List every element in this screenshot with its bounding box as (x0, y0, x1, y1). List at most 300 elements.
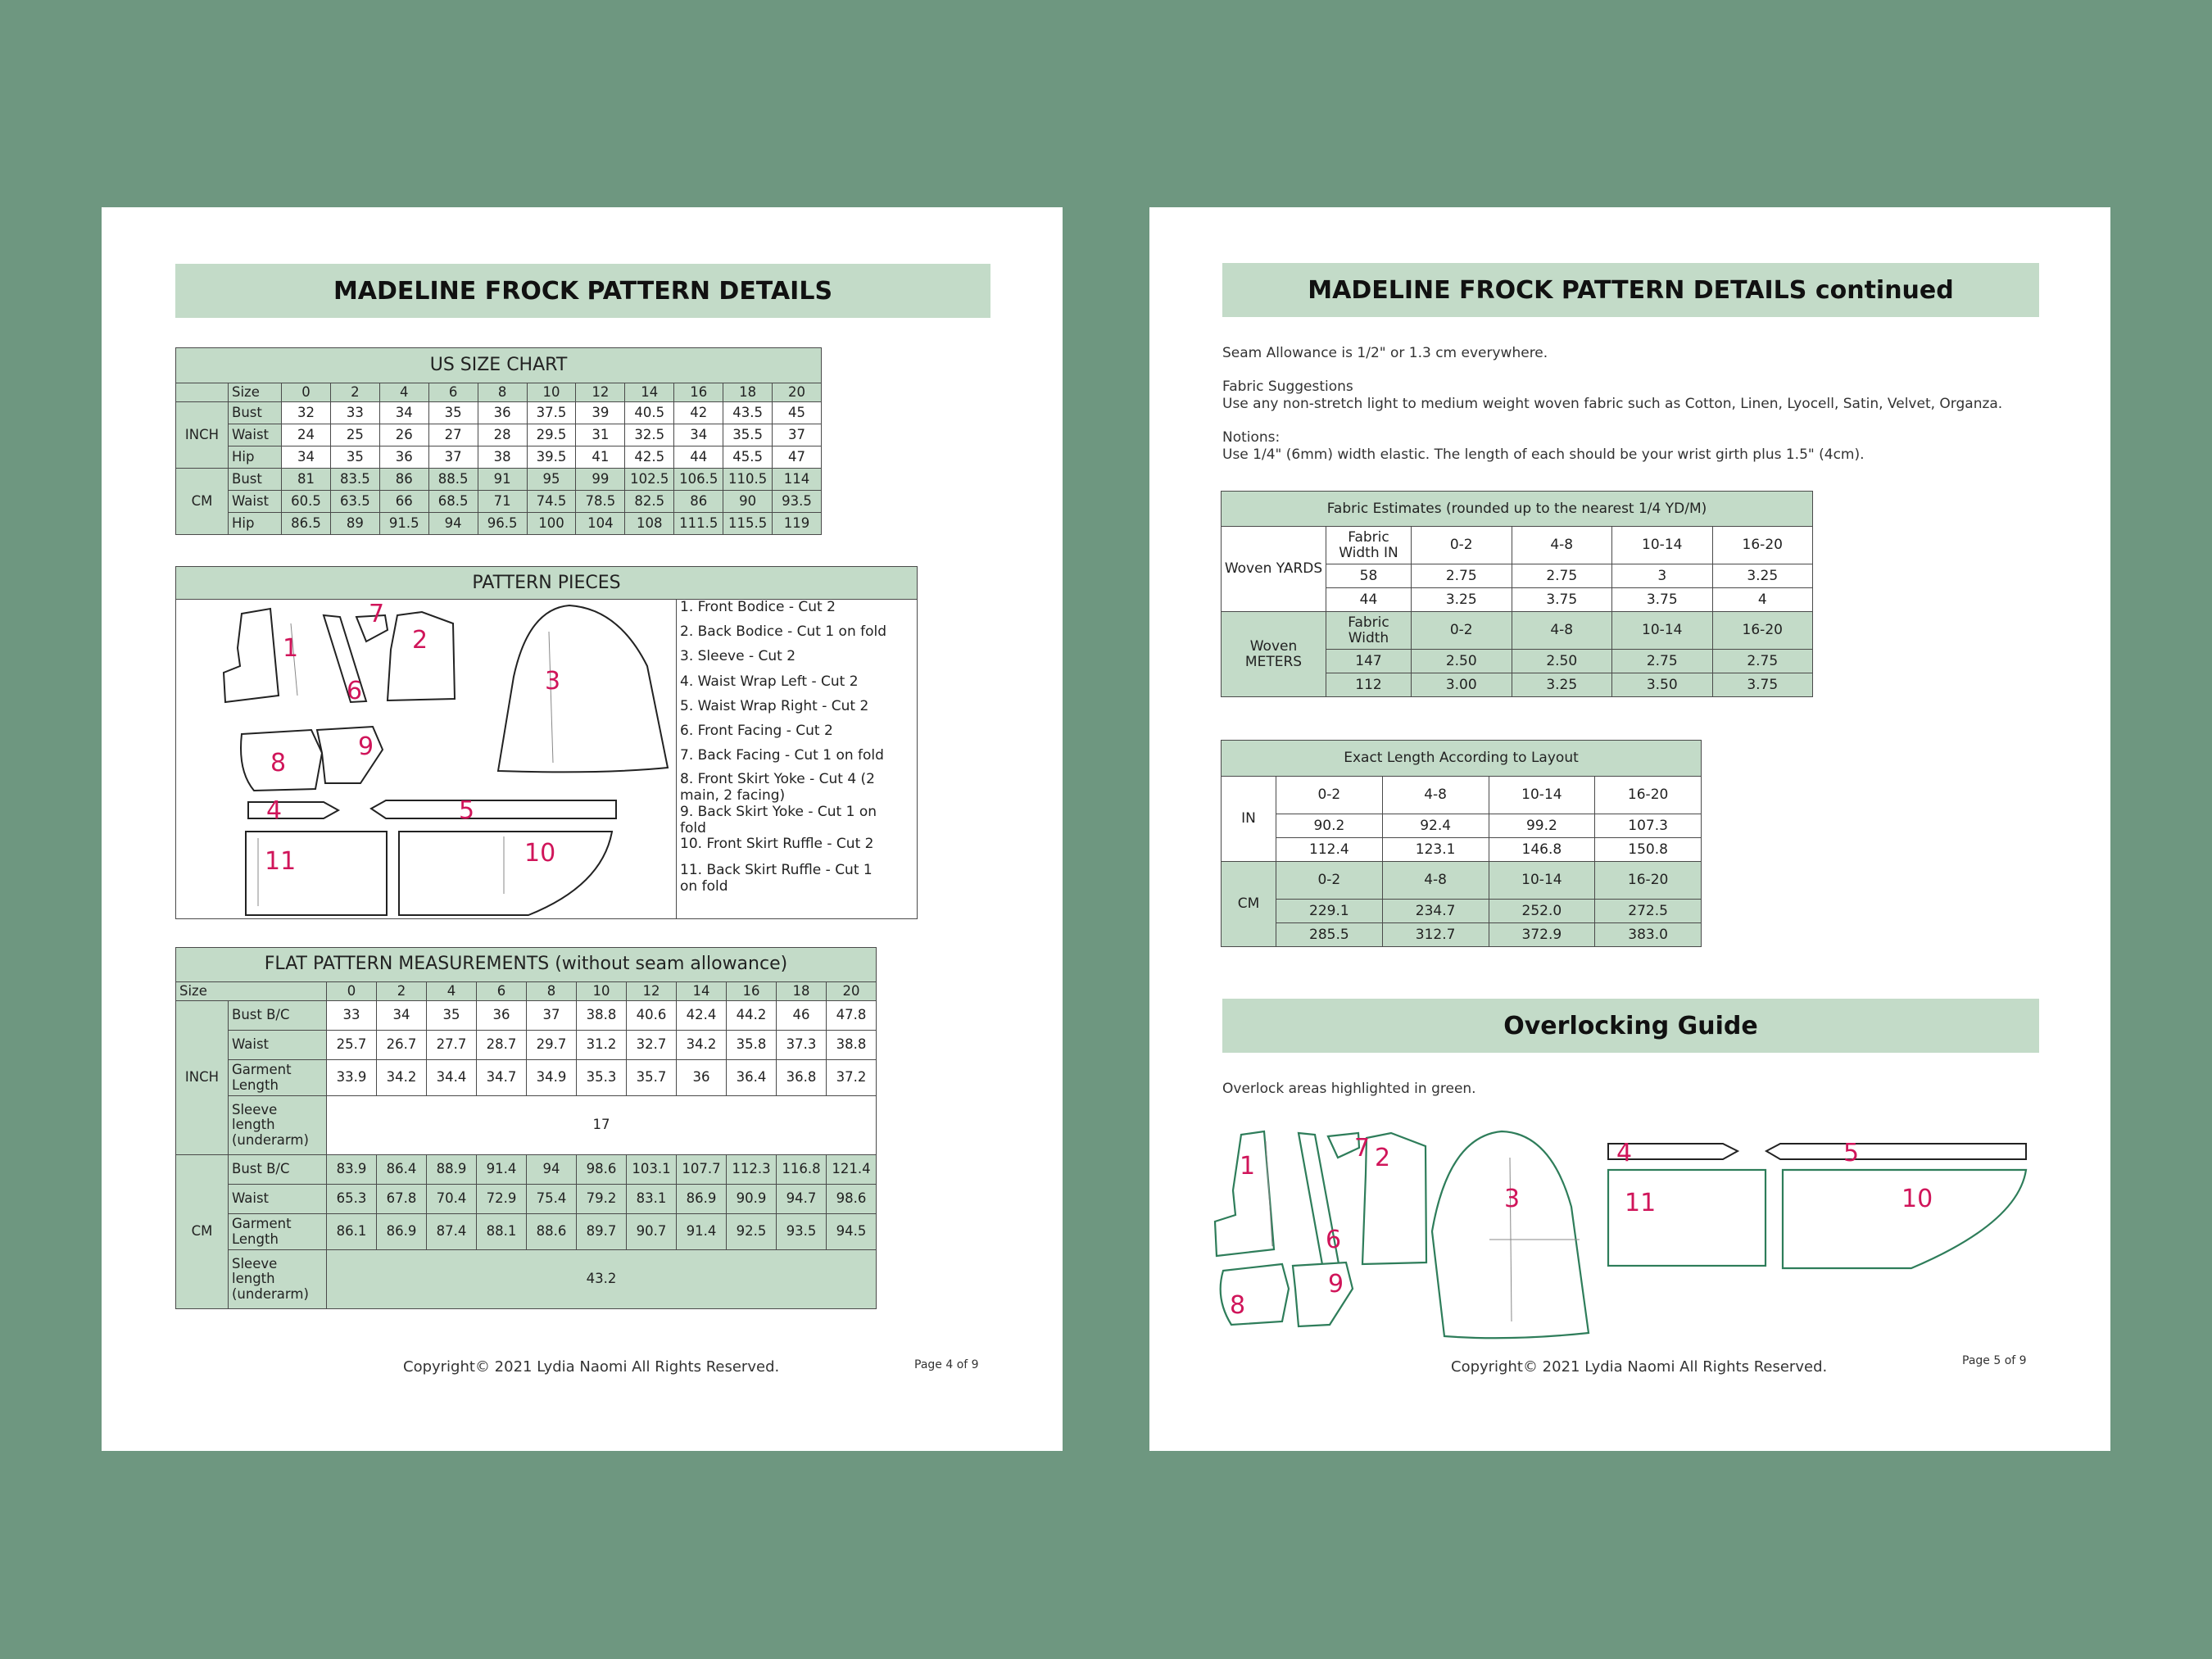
size-value-cell: 44 (674, 446, 723, 469)
flat-value-cell: 75.4 (527, 1185, 577, 1214)
svg-text:4: 4 (1616, 1139, 1633, 1167)
size-value-cell: 100 (527, 513, 576, 535)
flat-value-cell: 90.9 (727, 1185, 777, 1214)
fabric-size-header: 0-2 (1412, 527, 1512, 564)
length-value-cell: 90.2 (1276, 814, 1383, 838)
size-value-cell: 114 (773, 469, 822, 491)
size-value-cell: 104 (576, 513, 625, 535)
pattern-piece-item: 7. Back Facing - Cut 1 on fold (680, 747, 884, 764)
fabric-estimates-title: Fabric Estimates (rounded up to the nearest 1/4 YD/M) (1222, 492, 1813, 527)
length-value-cell: 383.0 (1595, 923, 1702, 947)
length-value-cell: 234.7 (1382, 900, 1489, 923)
notions-text: Use 1/4" (6mm) width elastic. The length of each should be your wrist girth plus 1.5" (4cm). (1222, 446, 1865, 463)
size-value-cell: 38 (478, 446, 527, 469)
size-value-cell: 91.5 (379, 513, 428, 535)
fabric-header-row (1222, 527, 1813, 564)
size-value-cell: 47 (773, 446, 822, 469)
flat-value-cell: 94.7 (777, 1185, 827, 1214)
size-header-cell: 4 (379, 383, 428, 402)
flat-value-cell: 67.8 (377, 1185, 427, 1214)
piece-number-8: 8 (270, 749, 287, 777)
fabric-width-value: 112 (1326, 673, 1412, 697)
flat-value-cell: 36.4 (727, 1060, 777, 1096)
size-value-cell: 94 (428, 513, 478, 535)
size-value-cell: 34 (282, 446, 331, 469)
size-value-cell: 74.5 (527, 491, 576, 513)
length-row (1222, 900, 1702, 923)
pattern-pieces-list (680, 599, 913, 918)
size-header-row (176, 383, 822, 402)
piece-number-3: 3 (545, 667, 561, 696)
size-header-cell: 8 (527, 982, 577, 1001)
overlock-diagram (1207, 1125, 2092, 1354)
size-value-cell: 33 (330, 402, 379, 424)
flat-value-cell: 121.4 (827, 1155, 877, 1185)
size-value-cell: 90 (723, 491, 773, 513)
flat-value-cell: 107.7 (677, 1155, 727, 1185)
size-value-cell: 42 (674, 402, 723, 424)
measure-label: Bust B/C (229, 1155, 327, 1185)
size-header-cell: 2 (377, 982, 427, 1001)
flat-value-cell: 31.2 (577, 1031, 627, 1060)
flat-value-cell: 26.7 (377, 1031, 427, 1060)
piece-number-1: 1 (283, 634, 299, 663)
pattern-piece-item: 5. Waist Wrap Right - Cut 2 (680, 698, 869, 714)
size-value-cell: 60.5 (282, 491, 331, 513)
size-header-cell: 4 (427, 982, 477, 1001)
pattern-piece-item: 8. Front Skirt Yoke - Cut 4 (2 main, 2 facing) (680, 771, 875, 804)
length-value-cell: 150.8 (1595, 838, 1702, 862)
piece-number-2: 2 (412, 626, 428, 655)
measure-label: Bust B/C (229, 1001, 327, 1031)
size-value-cell: 24 (282, 424, 331, 446)
flat-value-cell: 98.6 (577, 1155, 627, 1185)
size-header-cell: 10 (577, 982, 627, 1001)
size-value-cell: 36 (478, 402, 527, 424)
flat-value-cell: 36 (677, 1060, 727, 1096)
fabric-size-header: 10-14 (1612, 612, 1713, 650)
flat-value-cell: 27.7 (427, 1031, 477, 1060)
size-value-cell: 34 (379, 402, 428, 424)
measure-label: Waist (229, 424, 282, 446)
page-5 (1149, 207, 2110, 1451)
flat-value-cell: 86.4 (377, 1155, 427, 1185)
fabric-size-header: 10-14 (1612, 527, 1713, 564)
fabric-suggestions-text: Use any non-stretch light to medium weight woven fabric such as Cotton, Linen, Lyocell, Satin, Velvet, Organza. (1222, 396, 2003, 412)
size-row (176, 491, 822, 513)
size-value-cell: 68.5 (428, 491, 478, 513)
flat-value-cell: 36.8 (777, 1060, 827, 1096)
unit-label: INCH (176, 1001, 229, 1155)
piece-number-7: 7 (369, 600, 385, 628)
svg-text:1: 1 (1240, 1152, 1256, 1181)
flat-value-cell: 88.6 (527, 1214, 577, 1250)
flat-value-cell: 90.7 (627, 1214, 677, 1250)
overlock-note: Overlock areas highlighted in green. (1222, 1081, 1476, 1097)
page-number: Page 5 of 9 (1962, 1354, 2027, 1367)
flat-value-cell: 29.7 (527, 1031, 577, 1060)
flat-value-cell: 103.1 (627, 1155, 677, 1185)
flat-value-cell: 42.4 (677, 1001, 727, 1031)
svg-text:9: 9 (1328, 1270, 1344, 1299)
flat-value-cell: 72.9 (477, 1185, 527, 1214)
fabric-width-label: Fabric Width IN (1326, 527, 1412, 564)
size-value-cell: 32 (282, 402, 331, 424)
flat-value-cell: 37.3 (777, 1031, 827, 1060)
page-title: MADELINE FROCK PATTERN DETAILS continued (1222, 263, 2039, 317)
piece-number-10: 10 (524, 839, 556, 868)
size-value-cell: 37 (773, 424, 822, 446)
size-value-cell: 36 (379, 446, 428, 469)
fabric-group-label: Woven YARDS (1222, 527, 1326, 612)
flat-value-cell: 79.2 (577, 1185, 627, 1214)
size-header-cell: 18 (723, 383, 773, 402)
flat-value-cell: 36 (477, 1001, 527, 1031)
pattern-pieces-title: PATTERN PIECES (176, 567, 917, 600)
fabric-value-cell: 2.75 (1712, 650, 1813, 673)
size-value-cell: 37.5 (527, 402, 576, 424)
size-value-cell: 35 (428, 402, 478, 424)
flat-value-cell: 94.5 (827, 1214, 877, 1250)
flat-value-cell: 112.3 (727, 1155, 777, 1185)
size-value-cell: 86 (379, 469, 428, 491)
flat-value-cell: 92.5 (727, 1214, 777, 1250)
fabric-header-row (1222, 612, 1813, 650)
fabric-estimates-table (1221, 491, 1813, 697)
flat-value-cell: 87.4 (427, 1214, 477, 1250)
fabric-width-value: 147 (1326, 650, 1412, 673)
size-row (176, 424, 822, 446)
flat-value-cell: 35 (427, 1001, 477, 1031)
flat-header-row (176, 982, 877, 1001)
fabric-value-cell: 3 (1612, 564, 1713, 588)
sleeve-row (176, 1250, 877, 1309)
piece-number-6: 6 (347, 677, 363, 705)
size-header-cell: 16 (727, 982, 777, 1001)
svg-text:7: 7 (1354, 1134, 1371, 1163)
fabric-value-cell: 3.75 (1512, 588, 1612, 612)
size-row (176, 513, 822, 535)
length-value-cell: 312.7 (1382, 923, 1489, 947)
flat-value-cell: 91.4 (477, 1155, 527, 1185)
size-value-cell: 119 (773, 513, 822, 535)
size-value-cell: 96.5 (478, 513, 527, 535)
length-header-row (1222, 777, 1702, 814)
size-header-cell: 6 (477, 982, 527, 1001)
fabric-width-value: 44 (1326, 588, 1412, 612)
flat-value-cell: 40.6 (627, 1001, 677, 1031)
flat-value-cell: 35.8 (727, 1031, 777, 1060)
flat-measurements-title: FLAT PATTERN MEASUREMENTS (without seam allowance) (176, 948, 877, 982)
size-value-cell: 39 (576, 402, 625, 424)
fabric-value-cell: 2.50 (1412, 650, 1512, 673)
flat-value-cell: 86.1 (327, 1214, 377, 1250)
size-row (176, 446, 822, 469)
flat-value-cell: 93.5 (777, 1214, 827, 1250)
flat-value-cell: 46 (777, 1001, 827, 1031)
size-header-cell: 12 (576, 383, 625, 402)
svg-text:3: 3 (1504, 1185, 1521, 1213)
size-header-cell: 10 (527, 383, 576, 402)
length-value-cell: 372.9 (1489, 923, 1595, 947)
overlocking-guide-title: Overlocking Guide (1222, 999, 2039, 1053)
flat-row (176, 1214, 877, 1250)
pattern-piece-item: 10. Front Skirt Ruffle - Cut 2 (680, 836, 874, 852)
flat-value-cell: 83.1 (627, 1185, 677, 1214)
fabric-value-cell: 3.00 (1412, 673, 1512, 697)
length-value-cell: 285.5 (1276, 923, 1383, 947)
piece-number-4: 4 (266, 796, 283, 825)
size-value-cell: 42.5 (625, 446, 674, 469)
size-value-cell: 43.5 (723, 402, 773, 424)
size-header-cell: 20 (827, 982, 877, 1001)
length-size-header: 10-14 (1489, 777, 1595, 814)
size-value-cell: 26 (379, 424, 428, 446)
flat-value-cell: 33 (327, 1001, 377, 1031)
size-value-cell: 25 (330, 424, 379, 446)
fabric-value-cell: 3.25 (1412, 588, 1512, 612)
sleeve-label: Sleeve length (underarm) (229, 1096, 327, 1155)
size-value-cell: 35.5 (723, 424, 773, 446)
flat-row (176, 1185, 877, 1214)
length-value-cell: 272.5 (1595, 900, 1702, 923)
size-value-cell: 110.5 (723, 469, 773, 491)
flat-row (176, 1155, 877, 1185)
length-value-cell: 107.3 (1595, 814, 1702, 838)
svg-text:11: 11 (1625, 1189, 1657, 1217)
flat-value-cell: 70.4 (427, 1185, 477, 1214)
divider (676, 599, 677, 918)
size-value-cell: 66 (379, 491, 428, 513)
size-header-cell: 2 (330, 383, 379, 402)
size-value-cell: 71 (478, 491, 527, 513)
sleeve-value: 17 (327, 1096, 877, 1155)
flat-value-cell: 34.2 (677, 1031, 727, 1060)
flat-value-cell: 25.7 (327, 1031, 377, 1060)
length-size-header: 16-20 (1595, 862, 1702, 900)
size-row (176, 469, 822, 491)
pattern-piece-item: 3. Sleeve - Cut 2 (680, 648, 796, 664)
pattern-piece-item: 9. Back Skirt Yoke - Cut 1 on fold (680, 804, 877, 836)
size-row (176, 402, 822, 424)
pattern-pieces-box (175, 566, 918, 919)
flat-value-cell: 38.8 (827, 1031, 877, 1060)
unit-label: INCH (176, 402, 229, 469)
flat-value-cell: 44.2 (727, 1001, 777, 1031)
flat-row (176, 1031, 877, 1060)
size-value-cell: 86 (674, 491, 723, 513)
size-value-cell: 89 (330, 513, 379, 535)
exact-length-title: Exact Length According to Layout (1222, 741, 1702, 777)
fabric-suggestions-heading: Fabric Suggestions (1222, 378, 1353, 395)
size-header-cell: 12 (627, 982, 677, 1001)
size-header-cell: 0 (327, 982, 377, 1001)
length-size-header: 16-20 (1595, 777, 1702, 814)
length-value-cell: 146.8 (1489, 838, 1595, 862)
size-value-cell: 29.5 (527, 424, 576, 446)
svg-text:10: 10 (1902, 1185, 1933, 1213)
sleeve-row (176, 1096, 877, 1155)
size-header-cell: 16 (674, 383, 723, 402)
piece-number-11: 11 (265, 847, 297, 876)
length-value-cell: 92.4 (1382, 814, 1489, 838)
size-chart-table (175, 347, 822, 535)
size-value-cell: 45 (773, 402, 822, 424)
size-value-cell: 83.5 (330, 469, 379, 491)
size-value-cell: 63.5 (330, 491, 379, 513)
flat-value-cell: 47.8 (827, 1001, 877, 1031)
flat-value-cell: 35.3 (577, 1060, 627, 1096)
exact-length-table (1221, 740, 1702, 947)
measure-label: Hip (229, 513, 282, 535)
length-value-cell: 229.1 (1276, 900, 1383, 923)
size-value-cell: 102.5 (625, 469, 674, 491)
size-label: Size (176, 982, 327, 1001)
sleeve-value: 43.2 (327, 1250, 877, 1309)
length-row (1222, 814, 1702, 838)
pattern-piece-item: 1. Front Bodice - Cut 2 (680, 599, 836, 615)
flat-row (176, 1001, 877, 1031)
length-size-header: 0-2 (1276, 777, 1383, 814)
size-value-cell: 111.5 (674, 513, 723, 535)
measure-label: Hip (229, 446, 282, 469)
size-value-cell: 27 (428, 424, 478, 446)
notions-heading: Notions: (1222, 429, 1281, 446)
flat-value-cell: 28.7 (477, 1031, 527, 1060)
size-value-cell: 39.5 (527, 446, 576, 469)
size-value-cell: 82.5 (625, 491, 674, 513)
size-value-cell: 34 (674, 424, 723, 446)
measure-label: Garment Length (229, 1060, 327, 1096)
pattern-layout-diagram (176, 599, 676, 918)
size-chart-title: US SIZE CHART (176, 348, 822, 383)
length-unit-label: CM (1222, 862, 1276, 947)
length-size-header: 10-14 (1489, 862, 1595, 900)
page-title: MADELINE FROCK PATTERN DETAILS (175, 264, 990, 318)
pattern-piece-item: 2. Back Bodice - Cut 1 on fold (680, 623, 887, 640)
size-value-cell: 108 (625, 513, 674, 535)
fabric-width-value: 58 (1326, 564, 1412, 588)
size-header-cell: 14 (677, 982, 727, 1001)
fabric-value-cell: 2.50 (1512, 650, 1612, 673)
fabric-group-label: Woven METERS (1222, 612, 1326, 697)
flat-value-cell: 34.7 (477, 1060, 527, 1096)
svg-text:5: 5 (1843, 1139, 1860, 1167)
length-header-row (1222, 862, 1702, 900)
blank-cell (176, 383, 229, 402)
fabric-value-cell: 2.75 (1412, 564, 1512, 588)
size-header-cell: 0 (282, 383, 331, 402)
size-value-cell: 45.5 (723, 446, 773, 469)
flat-value-cell: 86.9 (677, 1185, 727, 1214)
fabric-value-cell: 3.75 (1612, 588, 1713, 612)
flat-value-cell: 37.2 (827, 1060, 877, 1096)
flat-row (176, 1060, 877, 1096)
fabric-value-cell: 4 (1712, 588, 1813, 612)
length-row (1222, 838, 1702, 862)
flat-value-cell: 89.7 (577, 1214, 627, 1250)
size-value-cell: 91 (478, 469, 527, 491)
pattern-piece-item: 11. Back Skirt Ruffle - Cut 1 on fold (680, 862, 873, 895)
length-value-cell: 252.0 (1489, 900, 1595, 923)
pattern-piece-item: 6. Front Facing - Cut 2 (680, 723, 833, 739)
length-size-header: 4-8 (1382, 862, 1489, 900)
measure-label: Bust (229, 402, 282, 424)
unit-label: CM (176, 469, 229, 535)
svg-text:8: 8 (1230, 1291, 1246, 1320)
length-unit-label: IN (1222, 777, 1276, 862)
measure-label: Waist (229, 1185, 327, 1214)
pattern-piece-item: 4. Waist Wrap Left - Cut 2 (680, 673, 859, 690)
fabric-size-header: 16-20 (1712, 612, 1813, 650)
size-value-cell: 99 (576, 469, 625, 491)
sleeve-label: Sleeve length (underarm) (229, 1250, 327, 1309)
flat-value-cell: 34 (377, 1001, 427, 1031)
flat-value-cell: 34.9 (527, 1060, 577, 1096)
size-value-cell: 31 (576, 424, 625, 446)
length-value-cell: 112.4 (1276, 838, 1383, 862)
size-value-cell: 32.5 (625, 424, 674, 446)
flat-value-cell: 35.7 (627, 1060, 677, 1096)
flat-value-cell: 83.9 (327, 1155, 377, 1185)
length-value-cell: 123.1 (1382, 838, 1489, 862)
flat-value-cell: 116.8 (777, 1155, 827, 1185)
measure-label: Bust (229, 469, 282, 491)
svg-text:2: 2 (1375, 1144, 1391, 1172)
copyright: Copyright© 2021 Lydia Naomi All Rights Reserved. (403, 1358, 780, 1376)
flat-value-cell: 86.9 (377, 1214, 427, 1250)
length-row (1222, 923, 1702, 947)
measure-label: Waist (229, 491, 282, 513)
seam-allowance-text: Seam Allowance is 1/2" or 1.3 cm everywhere. (1222, 345, 1548, 361)
copyright: Copyright© 2021 Lydia Naomi All Rights Reserved. (1451, 1358, 1828, 1376)
fabric-value-cell: 2.75 (1612, 650, 1713, 673)
flat-value-cell: 94 (527, 1155, 577, 1185)
length-size-header: 4-8 (1382, 777, 1489, 814)
flat-measurements-table (175, 947, 877, 1309)
size-value-cell: 28 (478, 424, 527, 446)
piece-number-5: 5 (459, 796, 475, 825)
size-header-cell: 6 (428, 383, 478, 402)
size-value-cell: 37 (428, 446, 478, 469)
size-value-cell: 78.5 (576, 491, 625, 513)
flat-value-cell: 33.9 (327, 1060, 377, 1096)
size-header-cell: 14 (625, 383, 674, 402)
size-value-cell: 106.5 (674, 469, 723, 491)
flat-value-cell: 91.4 (677, 1214, 727, 1250)
flat-value-cell: 98.6 (827, 1185, 877, 1214)
size-value-cell: 93.5 (773, 491, 822, 513)
fabric-value-cell: 3.25 (1512, 673, 1612, 697)
size-value-cell: 88.5 (428, 469, 478, 491)
measure-label: Garment Length (229, 1214, 327, 1250)
fabric-width-label: Fabric Width (1326, 612, 1412, 650)
flat-value-cell: 34.2 (377, 1060, 427, 1096)
flat-value-cell: 88.1 (477, 1214, 527, 1250)
measure-label: Waist (229, 1031, 327, 1060)
flat-value-cell: 88.9 (427, 1155, 477, 1185)
svg-text:6: 6 (1326, 1226, 1342, 1254)
length-value-cell: 99.2 (1489, 814, 1595, 838)
fabric-size-header: 4-8 (1512, 527, 1612, 564)
flat-value-cell: 34.4 (427, 1060, 477, 1096)
page-number: Page 4 of 9 (914, 1358, 979, 1371)
size-value-cell: 81 (282, 469, 331, 491)
size-value-cell: 115.5 (723, 513, 773, 535)
flat-value-cell: 32.7 (627, 1031, 677, 1060)
flat-value-cell: 38.8 (577, 1001, 627, 1031)
size-label: Size (229, 383, 282, 402)
